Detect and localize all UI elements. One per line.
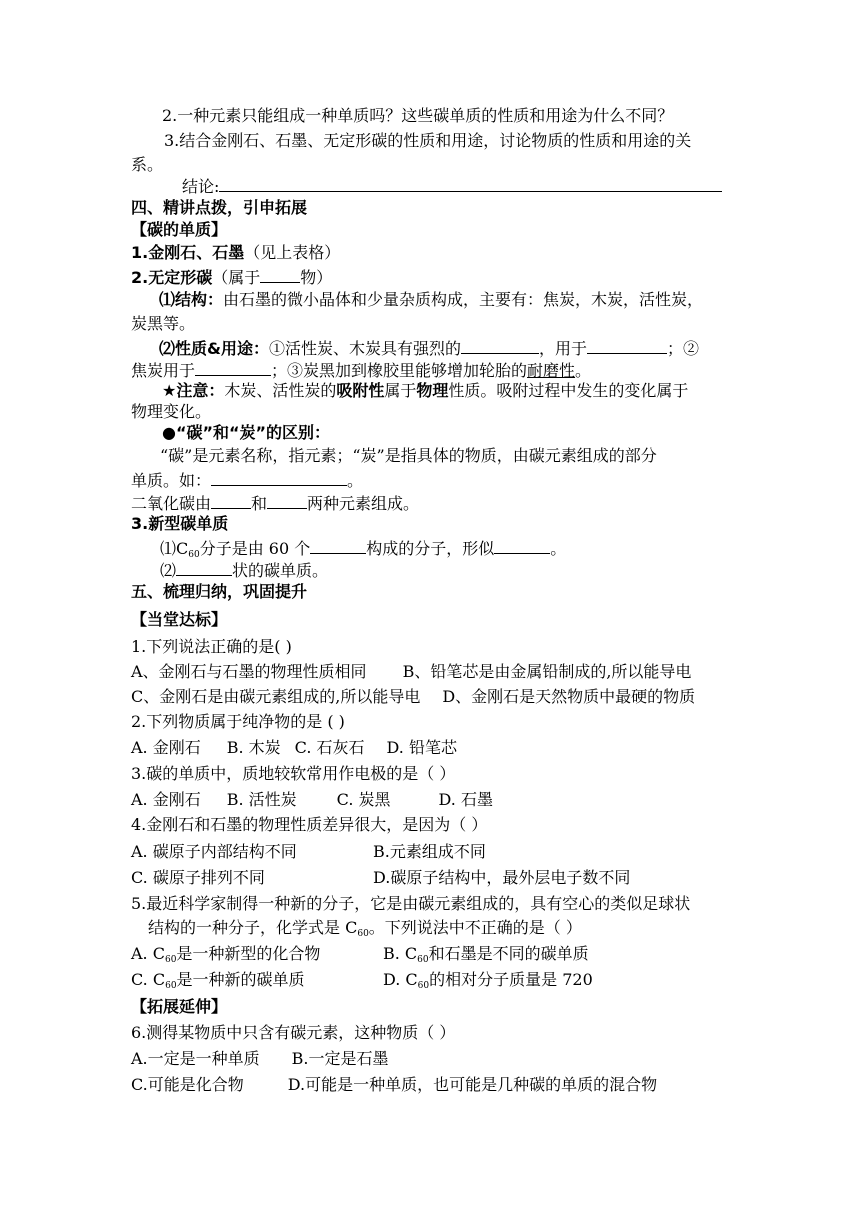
property-use-text-b: ，用于: [538, 339, 587, 358]
mc-question-6: 6.测得某物质中只含有碳元素，这种物质（ ）: [131, 1023, 456, 1042]
option-d: D. $C_{60}$的相对分子质量是 720: [383, 970, 593, 991]
note-label: ★注意：: [162, 381, 225, 400]
co2-text-a: 二氧化碳由: [131, 494, 212, 513]
mc-question-5: 5.最近科学家制得一种新的分子，它是由碳元素组成的，具有空心的类似足球状: [131, 894, 691, 913]
structure-line-cont: 炭黑等。: [131, 314, 196, 333]
option-a: A.一定是一种单质: [131, 1049, 260, 1068]
option-a: A. 碳原子内部结构不同: [131, 842, 297, 861]
conclusion-blank: [219, 175, 722, 192]
c60-text-2b: 状的碳单质。: [232, 561, 329, 580]
mc-question-3: 3.碳的单质中，质地较软常用作电极的是（ ）: [131, 764, 456, 783]
option-a: A. 金刚石: [131, 790, 201, 809]
blank-field: [587, 337, 667, 354]
structure-text: 由石墨的微小晶体和少量杂质构成，主要有：焦炭，木炭，活性炭，: [223, 290, 704, 309]
q5-text-b: 。下列说法中不正确的是（ ）: [368, 918, 582, 937]
option-b: B.元素组成不同: [373, 842, 486, 861]
option-a: A. $C_{60}$是一种新型的化合物: [131, 944, 321, 965]
blank-field: [310, 537, 366, 554]
point-2-text-b: 物）: [300, 268, 333, 287]
property-use-text-d: 焦炭用于: [131, 361, 196, 380]
q5-text-a: 结构的一种分子，化学式是 C: [148, 918, 358, 937]
mc-question-2-options: [131, 738, 731, 758]
property-use-text-c: ；②: [667, 339, 700, 358]
c60-text-a: ⑴C: [160, 539, 189, 558]
blank-field: [267, 492, 307, 509]
option-b: B.一定是石墨: [291, 1049, 389, 1068]
note-text-c: 属于: [384, 381, 417, 400]
mc-question-5-options-cd: [131, 970, 731, 996]
question-3-text-cont: 系。: [131, 155, 164, 174]
point-1: [131, 243, 731, 263]
c60-subscript: 60: [357, 929, 369, 939]
option-a: A. 金刚石: [131, 738, 201, 757]
diff-text-c: 。: [347, 471, 364, 490]
mc-question-6-options-ab: [131, 1049, 731, 1069]
note-line-cont: 物理变化。: [131, 402, 212, 421]
point-1-note: （见上表格）: [244, 243, 341, 262]
in-class-test-heading: 【当堂达标】: [131, 610, 228, 629]
mc-question-2: 2.下列物质属于纯净物的是 ( ): [131, 712, 345, 731]
option-d: D. 铅笔芯: [386, 738, 457, 757]
option-b: B、铅笔芯是由金属铅制成的,所以能导电: [402, 662, 692, 681]
property-use-line: [159, 337, 759, 359]
property-use-label: ⑵性质&用途：: [159, 339, 269, 358]
blank-field: [211, 469, 347, 486]
option-b: B. 木炭: [226, 738, 281, 757]
c60-line-2: [160, 559, 760, 581]
mc-question-3-options: [131, 790, 731, 810]
mc-question-5-cont: [148, 918, 748, 944]
co2-text-b: 和: [251, 494, 268, 513]
option-d: D、金刚石是天然物质中最硬的物质: [442, 687, 696, 706]
note-text-a: 木炭、活性炭的: [224, 381, 337, 400]
c60-text-d: 。: [550, 539, 567, 558]
blank-field: [211, 492, 251, 509]
note-text-e: 性质。吸附过程中发生的变化属于: [448, 381, 689, 400]
note-text-d: 物理: [416, 381, 449, 400]
conclusion-label: 结论:: [182, 177, 220, 196]
c60-text-b: 分子是由 60 个: [199, 539, 311, 558]
point-1-title: 1.金刚石、石墨: [131, 243, 245, 262]
section-4-heading: 四、精讲点拨，引申拓展: [131, 198, 308, 217]
mc-question-1-options-cd: [131, 687, 731, 707]
option-c: C、金刚石是由碳元素组成的,所以能导电: [131, 687, 421, 706]
property-use-text-g: 。: [575, 361, 592, 380]
mc-question-5-options-ab: [131, 944, 731, 970]
blank-field: [461, 337, 539, 354]
option-c: C.可能是化合物: [131, 1075, 244, 1094]
option-b: B. $C_{60}$和石墨是不同的碳单质: [383, 944, 589, 965]
blank-field: [195, 359, 271, 376]
carbon-char-diff-text: “碳”是元素名称，指元素；“炭”是指具体的物质，由碳元素组成的部分: [160, 446, 657, 465]
option-a: A、金刚石与石墨的物理性质相同: [131, 662, 367, 681]
blank-field: [260, 266, 300, 283]
option-c: C. 炭黑: [336, 790, 391, 809]
c60-text-2a: ⑵: [160, 561, 177, 580]
property-use-line-cont: [131, 359, 731, 381]
diff-text-b: 单质。如：: [131, 471, 212, 490]
note-line: [162, 381, 762, 401]
carbon-elements-heading: 【碳的单质】: [131, 220, 228, 239]
c60-text-c: 构成的分子，形似: [366, 539, 495, 558]
question-3-text: 3.结合金刚石、石墨、无定形碳的性质和用途，讨论物质的性质和用途的关: [164, 131, 692, 150]
mc-question-4-options-ab: [131, 842, 731, 862]
option-d: D.可能是一种单质，也可能是几种碳的单质的混合物: [287, 1075, 658, 1094]
co2-line: [131, 492, 731, 514]
mc-question-4-options-cd: [131, 868, 731, 888]
conclusion-line: [182, 175, 782, 197]
option-c: C. 石灰石: [294, 738, 365, 757]
point-2-text-a: （属于: [212, 268, 261, 287]
mc-question-4: 4.金刚石和石墨的物理性质差异很大，是因为（ ）: [131, 815, 488, 834]
structure-line: [159, 290, 759, 310]
option-d: D.碳原子结构中，最外层电子数不同: [373, 868, 631, 887]
carbon-char-diff-heading: ●“碳”和“炭”的区别：: [162, 423, 331, 442]
property-use-text-a: ①活性炭、木炭具有强烈的: [268, 339, 461, 358]
structure-label: ⑴结构：: [159, 290, 224, 309]
point-2-title: 2.无定形碳: [131, 268, 213, 287]
carbon-char-diff-text-cont: [131, 469, 731, 491]
section-5-heading: 五、梳理归纳，巩固提升: [131, 582, 308, 601]
option-d: D. 石墨: [438, 790, 493, 809]
note-text-b: 吸附性: [336, 381, 385, 400]
point-3-title: 3.新型碳单质: [131, 514, 229, 533]
c60-subscript: 60: [188, 550, 200, 560]
property-use-text-e: ；③炭黑加到橡胶里能够增加轮胎的: [271, 361, 528, 380]
blank-field: [494, 537, 550, 554]
option-b: B. 活性炭: [226, 790, 297, 809]
point-2: [131, 266, 731, 288]
question-2-text: 2.一种元素只能组成一种单质吗？这些碳单质的性质和用途为什么不同？: [162, 106, 674, 125]
option-c: C. 碳原子排列不同: [131, 868, 265, 887]
mc-question-1-options-ab: [131, 662, 731, 682]
option-c: C. $C_{60}$是一种新的碳单质: [131, 970, 305, 991]
extension-heading: 【拓展延伸】: [131, 997, 228, 1016]
mc-question-6-options-cd: [131, 1075, 731, 1095]
blank-field: [176, 559, 232, 576]
co2-text-c: 两种元素组成。: [307, 494, 420, 513]
mc-question-1: 1.下列说法正确的是( ): [131, 637, 292, 656]
wear-resistance-text: 耐磨性: [527, 361, 576, 380]
